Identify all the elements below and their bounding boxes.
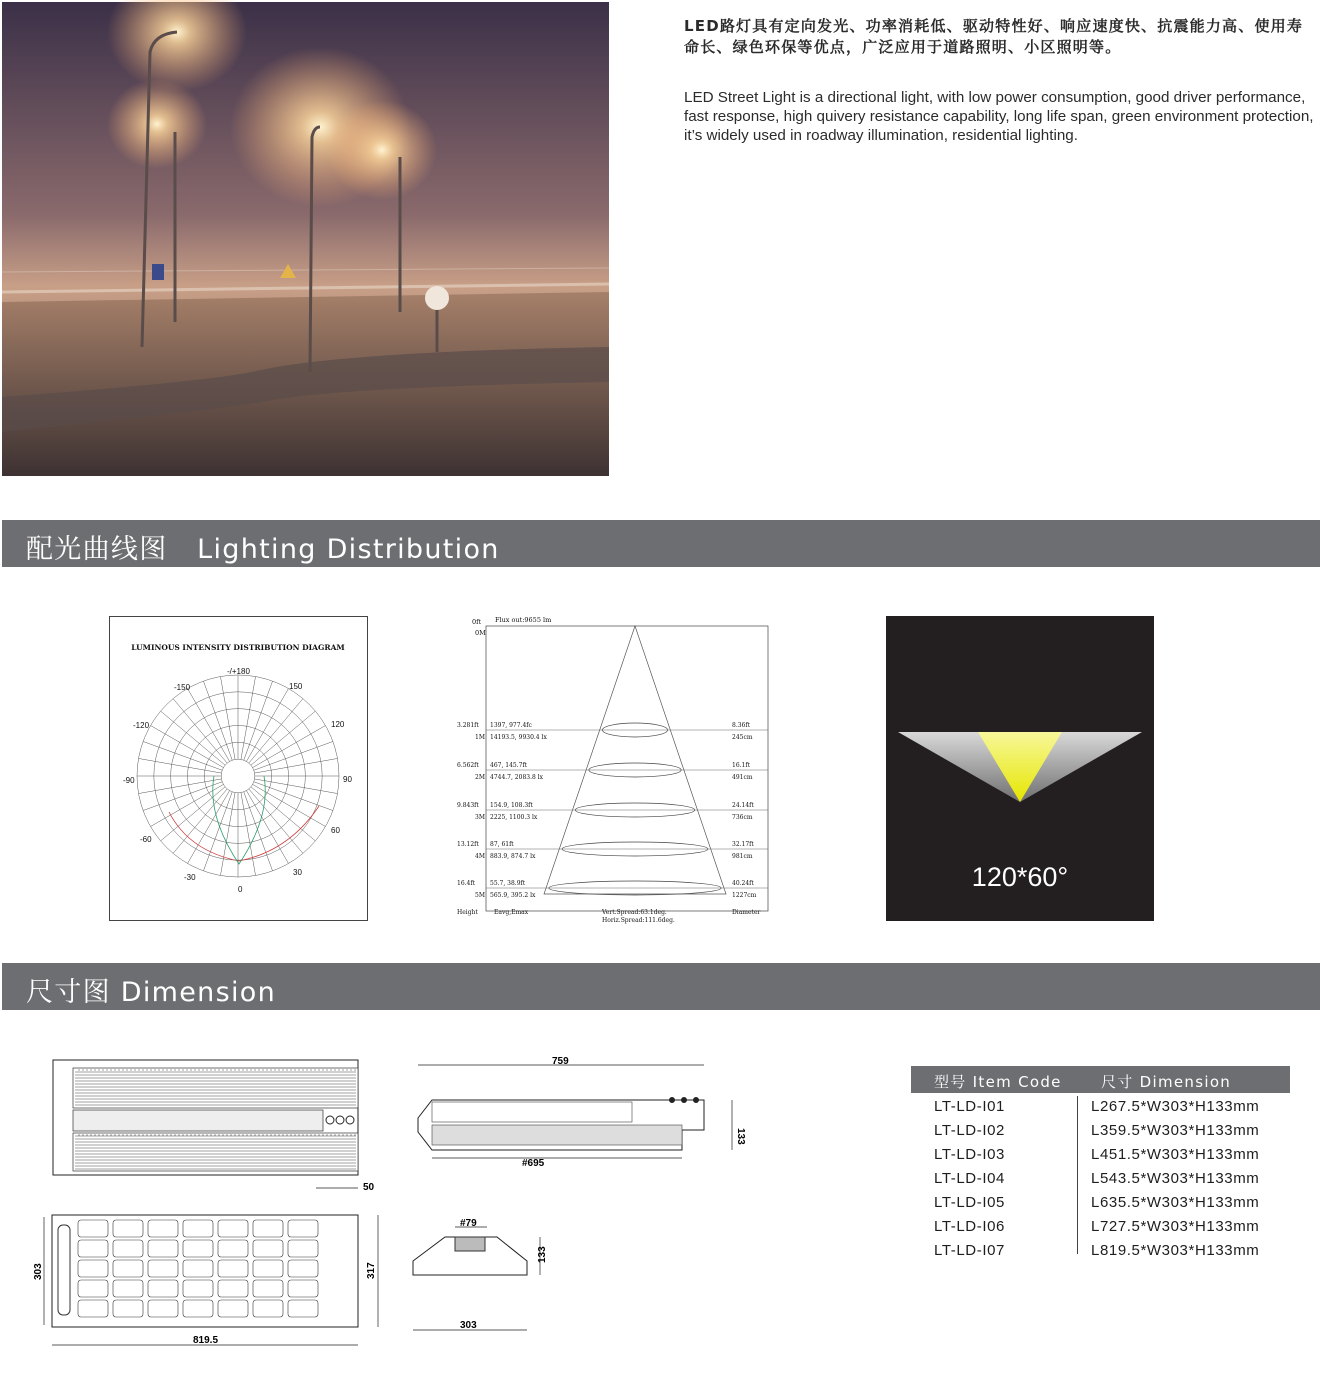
diameter-ft-label: 40.24ft (732, 880, 754, 887)
table-row (911, 1189, 1290, 1213)
diameter-cm-label: 491cm (732, 774, 753, 781)
height-m-label: 5M (475, 892, 485, 899)
angle-label: -150 (174, 683, 191, 692)
beam-angle-label: 120*60° (971, 862, 1069, 892)
height-ft-label: 6.562ft (457, 762, 479, 769)
footcandle-label: 87, 61ft (490, 841, 514, 848)
street-night-photo (2, 2, 609, 476)
footcandle-label: 467, 145.7ft (490, 762, 528, 769)
table-row (911, 1117, 1290, 1141)
header-item-code: 型号 Item Code (934, 1073, 1062, 1091)
table-row (911, 1213, 1290, 1237)
end-height-dimension: 133 (537, 1246, 548, 1263)
section-header-dimension (2, 963, 1320, 1010)
height-m-label: 4M (475, 853, 485, 860)
diameter-cm-label: 981cm (732, 853, 753, 860)
angle-label: -60 (140, 835, 152, 844)
diameter-ft-label: 8.36ft (732, 722, 750, 729)
polar-title: LUMINOUS INTENSITY DISTRIBUTION DIAGRAM (131, 643, 345, 652)
height-ft-label: 13.12ft (457, 841, 479, 848)
dimension-cell: L359.5*W303*H133mm (1091, 1122, 1260, 1139)
item-code-cell: LT-LD-I03 (934, 1146, 1005, 1163)
item-code-cell: LT-LD-I05 (934, 1194, 1005, 1211)
top-length-dimension: 759 (552, 1056, 569, 1067)
footer-height: Height (457, 909, 478, 916)
table-row (911, 1141, 1290, 1165)
diameter-ft-label: 16.1ft (732, 762, 750, 769)
flux-label: Flux out:9655 lm (495, 616, 552, 624)
angle-label: 120 (331, 720, 345, 729)
bottom-width-left-dimension: 303 (33, 1263, 44, 1280)
footer-horiz-spread: Horiz.Spread:111.6deg. (602, 917, 675, 924)
bottom-width-right-dimension: 317 (366, 1262, 377, 1279)
item-code-cell: LT-LD-I07 (934, 1242, 1005, 1259)
table-row (911, 1093, 1290, 1117)
intro-chinese-text: LED路灯具有定向发光、功率消耗低、驱动特性好、响应速度快、抗震能力高、使用寿命长、绿色环保等优点，广泛应用于道路照明、小区照明等。 (684, 17, 1304, 56)
footcandle-label: 1397, 977.4fc (490, 722, 532, 729)
height-m-label: 2M (475, 774, 485, 781)
diameter-cm-label: 245cm (732, 734, 753, 741)
end-view-drawing (405, 1215, 555, 1340)
height-ft-label: 3.281ft (457, 722, 479, 729)
footcandle-label: 55.7, 38.9ft (490, 880, 526, 887)
angle-label: 90 (343, 775, 352, 784)
angle-label: 30 (293, 868, 302, 877)
dimension-cell: L267.5*W303*H133mm (1091, 1098, 1260, 1115)
inner-length-dimension: #695 (522, 1158, 545, 1169)
footcandle-label: 154.9, 108.3ft (490, 802, 533, 809)
section-title: 尺寸图 Dimension (26, 977, 276, 1008)
height-m-label: 3M (475, 814, 485, 821)
cone-rows (457, 722, 768, 899)
item-code-cell: LT-LD-I06 (934, 1218, 1005, 1235)
luminous-intensity-polar-diagram (109, 616, 368, 921)
header-dimension: 尺寸 Dimension (1101, 1073, 1232, 1091)
spec-table (911, 1066, 1290, 1261)
angle-label: -120 (133, 721, 150, 730)
bottom-view-drawing (33, 1205, 383, 1355)
dimension-cell: L543.5*W303*H133mm (1091, 1170, 1260, 1187)
angle-label: -90 (123, 776, 135, 785)
beam-shape-icon (886, 616, 1154, 856)
offset-dimension: 50 (363, 1182, 375, 1193)
lux-label: 565.9, 395.2 lx (490, 892, 536, 899)
footer-vert-spread: Vert.Spread:63.1deg. (602, 909, 667, 916)
intro-english-text: LED Street Light is a directional light, with low power consumption, good driver performance, fast response, high quivery resistance capability, long life span, green environment protection, it’s widely used in roadway illumination, residential lighting. (684, 89, 1314, 144)
end-width-dimension: 303 (460, 1320, 477, 1331)
item-code-cell: LT-LD-I04 (934, 1170, 1005, 1187)
angle-label: -30 (184, 873, 196, 882)
end-top-dimension: #79 (460, 1218, 477, 1229)
item-code-cell: LT-LD-I01 (934, 1098, 1005, 1115)
diameter-cm-label: 736cm (732, 814, 753, 821)
lux-label: 883.9, 874.7 lx (490, 853, 536, 860)
dimension-cell: L727.5*W303*H133mm (1091, 1218, 1260, 1235)
lux-label: 14193.5, 9930.4 lx (490, 734, 547, 741)
dimension-cell: L819.5*W303*H133mm (1091, 1242, 1260, 1259)
diameter-cm-label: 1227cm (732, 892, 757, 899)
table-row (911, 1237, 1290, 1261)
section-header-lighting-distribution (2, 520, 1320, 567)
footer-diameter: Diameter (732, 909, 761, 916)
side-height-dimension: 133 (735, 1128, 746, 1145)
diameter-ft-label: 24.14ft (732, 802, 754, 809)
dimension-cell: L635.5*W303*H133mm (1091, 1194, 1260, 1211)
angle-label: -/+180 (227, 667, 250, 676)
height-ft-label: 16.4ft (457, 880, 475, 887)
angle-label: 150 (289, 682, 303, 691)
beam-angle-panel (886, 616, 1154, 921)
table-row (911, 1165, 1290, 1189)
spec-table-header (911, 1066, 1290, 1093)
footer-eavg: Eavg,Emax (494, 909, 529, 916)
top-m-label: 0M (475, 629, 486, 637)
dimension-cell: L451.5*W303*H133mm (1091, 1146, 1260, 1163)
lux-label: 4744.7, 2083.8 lx (490, 774, 544, 781)
lux-label: 2225, 1100.3 lx (490, 814, 538, 821)
angle-label: 60 (331, 826, 340, 835)
overall-length-dimension: 819.5 (193, 1335, 219, 1346)
top-ft-label: 0ft (472, 618, 482, 626)
diameter-ft-label: 32.17ft (732, 841, 754, 848)
section-title: 配光曲线图 Lighting Distribution (26, 534, 500, 565)
illuminance-cone-diagram (450, 612, 770, 928)
item-code-cell: LT-LD-I02 (934, 1122, 1005, 1139)
side-view-drawing (392, 1050, 744, 1170)
top-view-drawing (38, 1050, 383, 1195)
height-ft-label: 9.843ft (457, 802, 479, 809)
angle-label: 0 (238, 885, 243, 894)
height-m-label: 1M (475, 734, 485, 741)
